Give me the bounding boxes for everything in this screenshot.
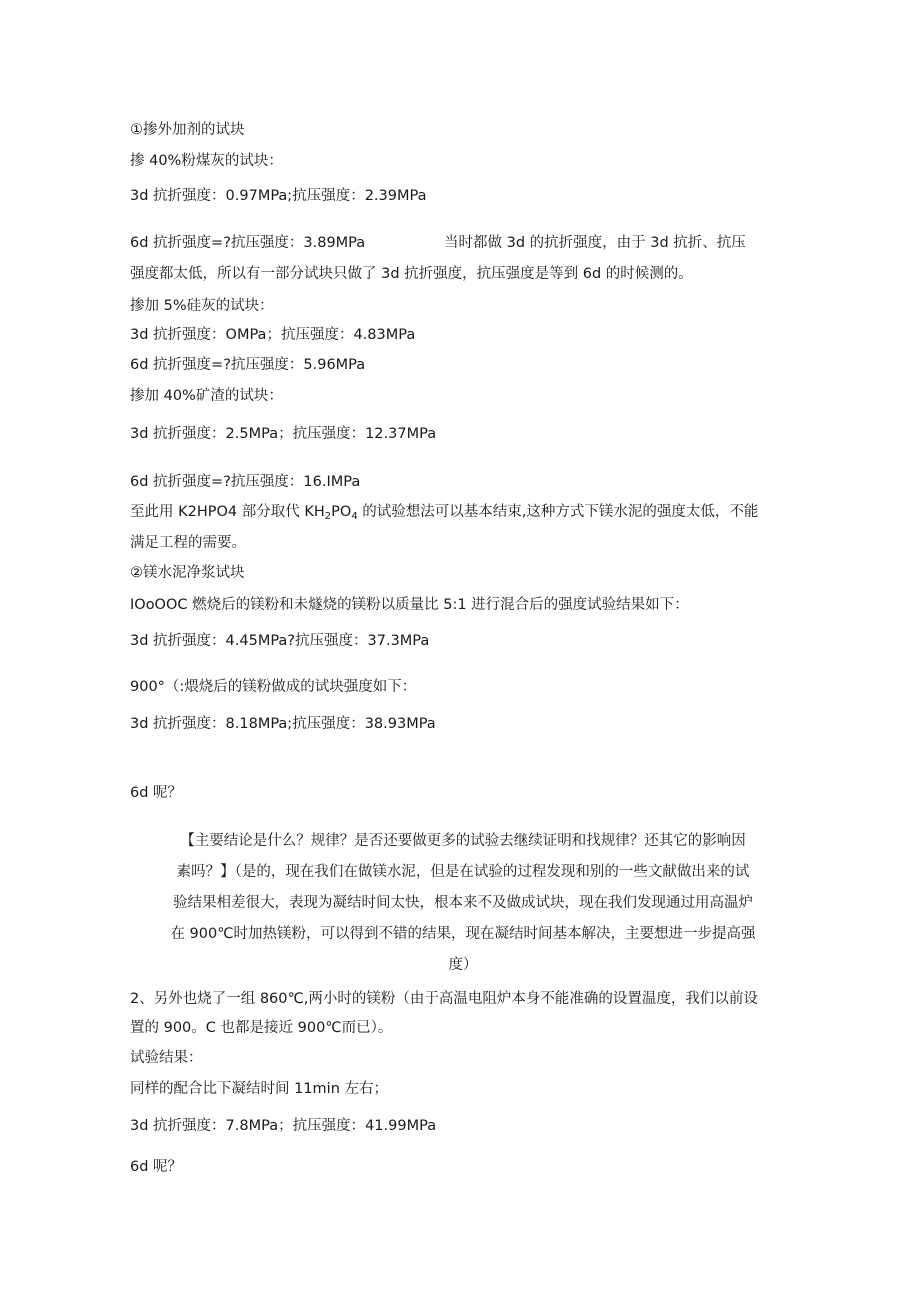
text-6d-question-2: 6d 呢？: [130, 1159, 183, 1175]
text-fly-ash-3d: 3d 抗折强度：0.97MPa;抗压强度：2.39MPa: [130, 188, 427, 204]
text-900-3d: 3d 抗折强度：8.18MPa;抗压强度：38.93MPa: [130, 716, 436, 732]
text-860-description-cont: 置的 900。C 也都是接近 900℃而已）。: [130, 1020, 393, 1036]
text-silica-3d: 3d 抗折强度：OMPa；抗压强度：4.83MPa: [130, 327, 416, 343]
text-silica-heading: 掺加 5%硅灰的试块：: [130, 298, 274, 314]
text-mix-description: IOoOOC 燃烧后的镁粉和未燧烧的镁粉以质量比 5:1 进行混合后的强度试验结果如下：: [130, 597, 689, 613]
text-silica-6d: 6d 抗折强度=?抗压强度：5.96MPa: [130, 357, 366, 373]
text-fly-ash-heading: 掺 40%粉煤灰的试块：: [130, 153, 283, 169]
comment-line-2: 素吗？】（是的，现在我们在做镁水泥，但是在试验的过程发现和别的一些文献做出来的试: [176, 864, 750, 880]
text-slag-6d: 6d 抗折强度=?抗压强度：16.IMPa: [130, 474, 361, 490]
text-fly-ash-6d: 6d 抗折强度=?抗压强度：3.89MPa: [130, 235, 366, 251]
text-note-part2: 强度都太低，所以有一部分试块只做了 3d 抗折强度，抗压强度是等到 6d 的时候测的。: [130, 266, 693, 282]
section-heading-paste: ②镁水泥净浆试块: [130, 565, 245, 581]
text-900-heading: 900°（:煨烧后的镁粉做成的试块强度如下：: [130, 679, 417, 695]
text-6d-question-1: 6d 呢？: [130, 785, 183, 801]
text-conclusion: 至此用 K2HPO4 部分取代 $KH_2PO_4$ 的试验想法可以基本结束,这种方式下镁水泥的强度太低，不能: [130, 504, 759, 522]
comment-line-5: 度）: [448, 957, 478, 973]
comment-line-1: 【主要结论是什么？规律？是否还要做更多的试验去继续证明和找规律？还其它的影响因: [180, 833, 746, 849]
text-conclusion-cont: 满足工程的需要。: [130, 535, 246, 551]
text-slag-heading: 掺加 40%矿渣的试块：: [130, 388, 283, 404]
text-results-heading: 试验结果：: [130, 1050, 203, 1066]
comment-line-3: 验结果相差很大，表现为凝结时间太快，根本来不及做成试块，现在我们发现通过用高温炉: [173, 895, 753, 911]
comment-block: [148, 826, 778, 981]
comment-line-4: 在 900℃时加热镁粉，可以得到不错的结果，现在凝结时间基本解决，主要想进一步提高强: [170, 926, 756, 942]
text-860-description: 2、另外也烧了一组 860℃,两小时的镁粉（由于高温电阻炉本身不能准确的设置温度，我们以前设: [130, 991, 758, 1007]
text-note-part1: 当时都做 3d 的抗折强度，由于 3d 抗折、抗压: [444, 235, 746, 251]
text-setting-time: 同样的配合比下凝结时间 11min 左右；: [130, 1081, 389, 1097]
text-860-3d: 3d 抗折强度：7.8MPa；抗压强度：41.99MPa: [130, 1118, 437, 1134]
text-mix-3d: 3d 抗折强度：4.45MPa?抗压强度：37.3MPa: [130, 633, 430, 649]
section-heading-additives: ①掺外加剂的试块: [130, 122, 245, 138]
text-slag-3d: 3d 抗折强度：2.5MPa；抗压强度：12.37MPa: [130, 426, 437, 442]
